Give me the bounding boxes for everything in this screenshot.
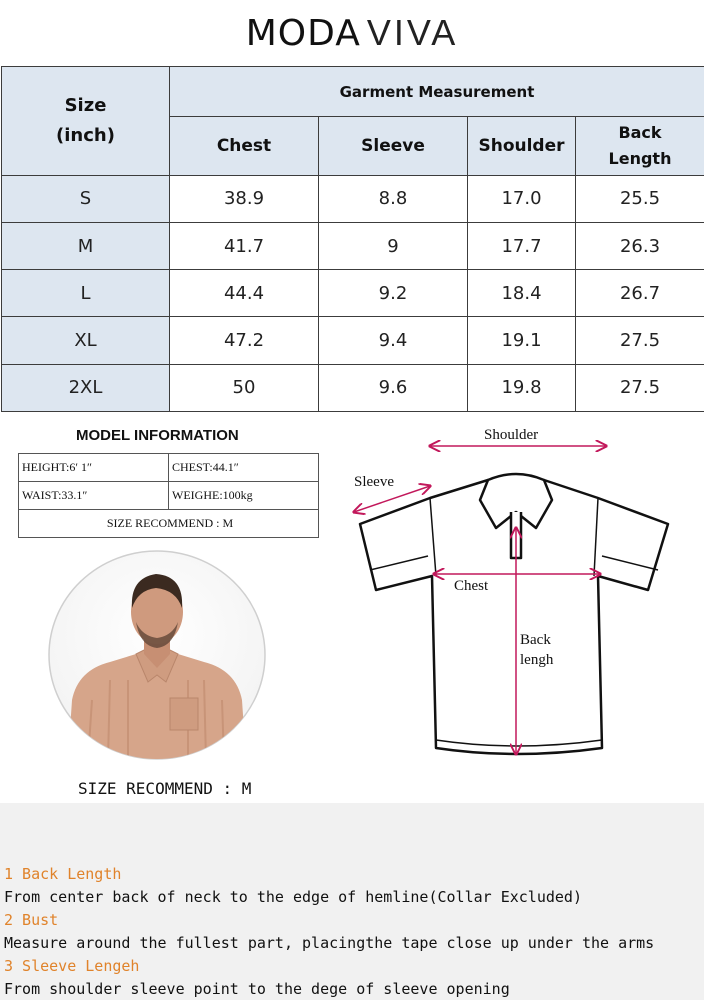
garment-measurement-diagram [340, 420, 704, 765]
size-cell: L [2, 270, 170, 317]
sleeve-cell: 9 [319, 222, 468, 269]
sleeve-label: Sleeve [354, 474, 394, 490]
back-length-header-line2: Length [608, 148, 672, 168]
table-row [2, 175, 704, 222]
size-cell: M [2, 222, 170, 269]
shoulder-cell: 17.0 [468, 175, 576, 222]
chest-cell: 47.2 [170, 317, 319, 364]
note-text: From center back of neck to the edge of hemline(Collar Excluded) [4, 888, 582, 906]
brand-logo [0, 0, 704, 66]
chest-label: Chest [454, 578, 489, 594]
back-length-cell: 27.5 [576, 364, 704, 411]
shoulder-cell: 19.8 [468, 364, 576, 411]
sleeve-cell: 8.8 [319, 175, 468, 222]
note-text: From shoulder sleeve point to the dege of sleeve opening [4, 980, 510, 998]
table-row [2, 270, 704, 317]
model-weight: WEIGHE:100kg [169, 482, 319, 510]
brand-part2: VIVA [366, 12, 459, 53]
back-length-label-line2: lengh [520, 652, 554, 668]
back-length-header [576, 117, 704, 175]
chest-header: Chest [170, 117, 319, 175]
note-heading: 3 Sleeve Lengeh [4, 957, 140, 975]
chest-cell: 38.9 [170, 175, 319, 222]
table-row [2, 317, 704, 364]
measurement-notes [0, 803, 704, 1000]
back-length-cell: 26.3 [576, 222, 704, 269]
table-row [2, 222, 704, 269]
shoulder-cell: 19.1 [468, 317, 576, 364]
model-information-table [18, 453, 319, 538]
chest-cell: 44.4 [170, 270, 319, 317]
size-cell: S [2, 175, 170, 222]
polo-shirt-outline [360, 474, 668, 754]
model-height: HEIGHT:6′ 1″ [19, 454, 169, 482]
note-text: Measure around the fullest part, placingthe tape close up under the arms [4, 934, 655, 952]
chest-cell: 50 [170, 364, 319, 411]
sleeve-cell: 9.6 [319, 364, 468, 411]
model-waist: WAIST:33.1″ [19, 482, 169, 510]
size-chart-table [1, 66, 704, 412]
size-header [2, 67, 170, 176]
size-header-line2: (inch) [56, 124, 115, 146]
back-length-header-line1: Back [618, 122, 662, 142]
model-photo [48, 550, 266, 760]
back-length-label-line1: Back [520, 632, 551, 648]
note-heading: 2 Bust [4, 911, 59, 929]
size-cell: 2XL [2, 364, 170, 411]
shoulder-cell: 18.4 [468, 270, 576, 317]
shoulder-header: Shoulder [468, 117, 576, 175]
shoulder-label: Shoulder [484, 427, 539, 443]
shoulder-cell: 17.7 [468, 222, 576, 269]
chest-cell: 41.7 [170, 222, 319, 269]
model-chest: CHEST:44.1″ [169, 454, 319, 482]
table-row [2, 364, 704, 411]
model-information-title: MODEL INFORMATION [76, 427, 239, 444]
note-heading: 1 Back Length [4, 865, 122, 883]
back-length-cell: 26.7 [576, 270, 704, 317]
garment-measurement-header: Garment Measurement [170, 67, 704, 117]
back-length-cell: 25.5 [576, 175, 704, 222]
size-cell: XL [2, 317, 170, 364]
model-size-recommend: SIZE RECOMMEND : M [19, 510, 319, 538]
size-recommend-caption: SIZE RECOMMEND : M [78, 779, 252, 798]
sleeve-cell: 9.4 [319, 317, 468, 364]
sleeve-cell: 9.2 [319, 270, 468, 317]
back-length-cell: 27.5 [576, 317, 704, 364]
brand-part1: MODA [245, 12, 361, 54]
size-header-line1: Size [64, 94, 107, 116]
sleeve-header: Sleeve [319, 117, 468, 175]
